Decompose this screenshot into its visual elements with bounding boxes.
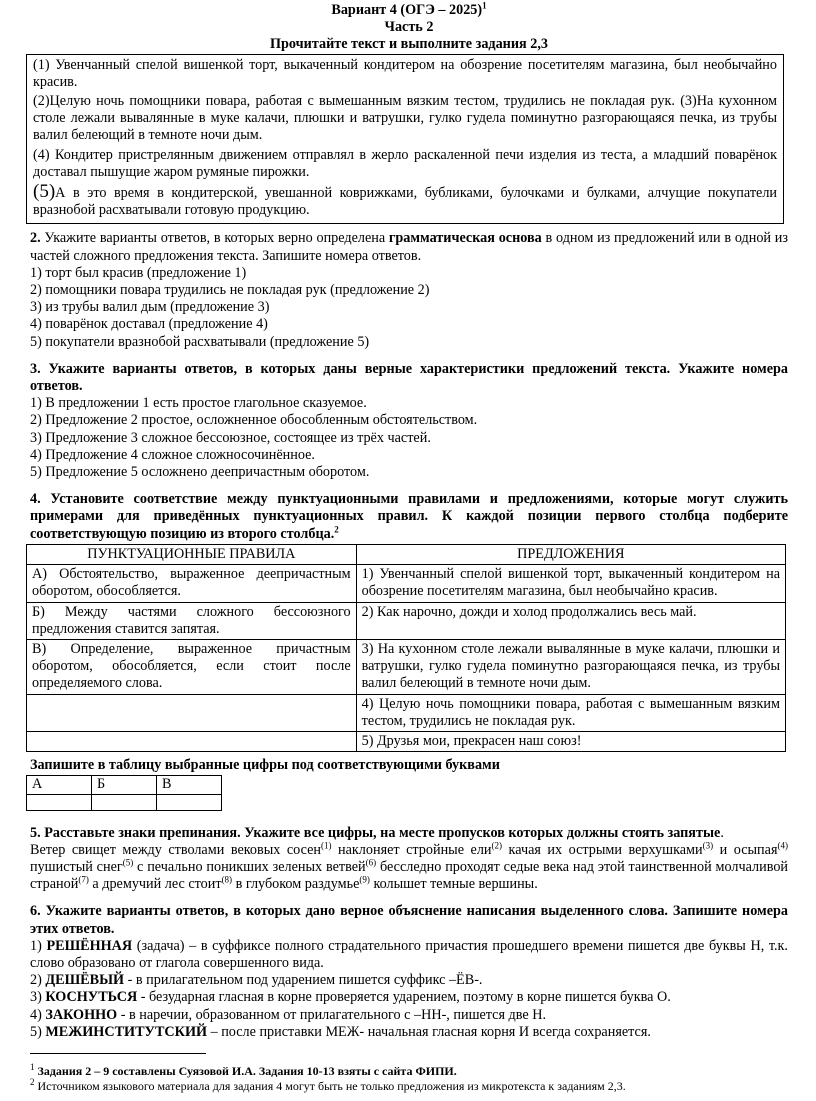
answer-header-row bbox=[27, 776, 222, 794]
reading-instruction: Прочитайте текст и выполните задания 2,3 bbox=[270, 36, 548, 53]
task-4-heading: 4. Установите соответствие между пунктуационными правилами и предложениями, которые могут служить примерами для приведённых пунктуационных правил. К каждой позиции первого столбца подберите соответствующую позицию из второго столбца.$^2$ bbox=[30, 491, 788, 542]
task-3-option: 2) Предложение 2 простое, осложненное обособленным обстоятельством. bbox=[30, 412, 478, 429]
answer-col-b: Б bbox=[92, 776, 157, 794]
footnote-ref-1: 1 bbox=[482, 0, 487, 11]
task-2-option: 4) поварёнок доставал (предложение 4) bbox=[30, 316, 268, 333]
text-paragraph-1: (1) Увенчанный спелой вишенкой торт, выкаченный кондитером на обозрение посетителям магазина, был необычайно красив. bbox=[33, 56, 777, 90]
rule-cell: В) Определение, выраженное причастным оборотом, обособляется, если стоит после определяемого слова. bbox=[27, 639, 357, 694]
variant-title: Вариант 4 (ОГЭ – 2025)$^1$ bbox=[331, 0, 487, 18]
task-2-option: 2) помощники повара трудились не покладая рук (предложение 2) bbox=[30, 282, 430, 299]
text-paragraph-3: (4) Кондитер пристрелянным движением отправлял в жерло раскаленной печи изделия из теста, а младший поварёнок доставал пышущие жаром румяные пирожки. bbox=[33, 146, 777, 180]
footnote-ref-2: 2 bbox=[334, 523, 339, 534]
task-6-heading: 6. Укажите варианты ответов, в которых дано верное объяснение написания выделенного слова. Запишите номера этих ответов. bbox=[30, 903, 788, 937]
reading-text-box bbox=[26, 54, 784, 225]
task-6-option: 5) МЕЖИНСТИТУТСКИЙ – после приставки МЕЖ- начальная гласная корня И всегда сохраняется. bbox=[30, 1023, 651, 1040]
sentence-cell: 4) Целую ночь помощники повара, работая с вымешанным вязким тестом, трудились не покладая рук. bbox=[356, 694, 785, 731]
task-3-option: 5) Предложение 5 осложнено деепричастным оборотом. bbox=[30, 464, 370, 481]
task-5-text: Ветер свищет между стволами вековых сосен$^{(1)}$ наклоняет стройные ели$^{(2)}$ качая их острыми верхушками$^{(3)}$ и осыпая$^{(4)}$ пушистый снег$^{(5)}$ с печально поникших зеленых ветвей$^{(6)}$ бесследно проходят седые века над этой таинственной молчаливой страной$^{(7)}$ а дремучий лес стоит$^{(8)}$ в глубоком раздумье$^{(9)}$ колышет темные вершины. bbox=[30, 840, 789, 893]
task-5 bbox=[30, 825, 788, 894]
task-3 bbox=[30, 361, 788, 481]
answer-col-a: А bbox=[27, 776, 92, 794]
sentence-cell: 1) Увенчанный спелой вишенкой торт, выкаченный кондитером на обозрение посетителям магазина, был необычайно красив. bbox=[356, 565, 785, 602]
sentence-5-number: (5) bbox=[33, 181, 56, 203]
footnote-1: $^1$ Задания 2 – 9 составлены Суязовой И.А. Задания 10-13 взяты с сайта ФИПИ. bbox=[30, 1062, 457, 1078]
task-6-option: 3) КОСНУТЬСЯ - безударная гласная в корне проверяется ударением, поэтому в корне пишется буква О. bbox=[30, 989, 671, 1006]
table-row bbox=[27, 639, 786, 694]
rule-cell: А) Обстоятельство, выраженное деепричастным оборотом, обособляется. bbox=[27, 565, 357, 602]
text-paragraph-4: (5)А в это время в кондитерской, увешанной коврижками, бубликами, булочками и булками, алчущие покупатели вразнобой расхватывали готовую продукцию. bbox=[33, 181, 777, 219]
footnote-separator bbox=[30, 1053, 206, 1054]
task-6-option: 4) ЗАКОННО - в наречии, образованном от прилагательного с –НН-, пишется две Н. bbox=[30, 1006, 547, 1023]
task-2 bbox=[30, 230, 788, 350]
answer-input-row bbox=[27, 794, 222, 810]
answer-cell-b[interactable] bbox=[92, 794, 157, 810]
footnotes bbox=[30, 1064, 790, 1094]
task-6-option: 2) ДЕШЁВЫЙ - в прилагательном под ударением пишется суффикс –ЁВ-. bbox=[30, 972, 483, 989]
task-2-heading: 2. Укажите варианты ответов, в которых верно определена грамматическая основа в одном из предложений или в одной из частей сложного предложения текста. Запишите номера ответов. bbox=[30, 230, 788, 264]
task-6 bbox=[30, 903, 788, 1041]
task-2-option: 5) покупатели вразнобой расхватывали (предложение 5) bbox=[30, 333, 370, 350]
task-3-heading: 3. Укажите варианты ответов, в которых даны верные характеристики предложений текста. Укажите номера ответов. bbox=[30, 360, 788, 395]
table-row bbox=[27, 694, 786, 731]
task-4 bbox=[30, 491, 788, 810]
answer-cell-a[interactable] bbox=[27, 794, 92, 810]
answer-table-label: Запишите в таблицу выбранные цифры под соответствующими буквами bbox=[30, 757, 500, 774]
footnote-2: $^2$ Источником языкового материала для задания 4 могут быть не только предложения из микротекста к заданиям 2,3. bbox=[30, 1077, 626, 1093]
table-header-row bbox=[27, 544, 786, 564]
table-row bbox=[27, 565, 786, 602]
task-3-option: 3) Предложение 3 сложное бессоюзное, состоящее из трёх частей. bbox=[30, 429, 431, 446]
document-page bbox=[30, 0, 788, 1041]
part-title: Часть 2 bbox=[384, 19, 434, 36]
sentence-cell: 3) На кухонном столе лежали вывалянные в муке калачи, плюшки и ватрушки, гулко гудела поминутно разгорающаяся печка, из трубы валил белеющий в темноте ночи дым. bbox=[356, 639, 785, 694]
rule-cell: Б) Между частями сложного бессоюзного предложения ставится запятая. bbox=[27, 602, 357, 639]
matching-table bbox=[26, 544, 786, 752]
text-paragraph-2: (2)Целую ночь помощники повара, работая с вымешанным вязким тестом, трудились не покладая рук. (3)На кухонном столе лежали вывалянные в муке калачи, плюшки и ватрушки, гулко гудела поминутно разгорающаяся печка, из трубы валил белеющий в темноте ночи дым. bbox=[33, 93, 777, 144]
task-6-option: 1) РЕШЁННАЯ (задача) – в суффиксе полного страдательного причастия прошедшего времени пишется две буквы Н, т.к. слово образовано от глагола совершенного вида. bbox=[30, 937, 788, 971]
answer-col-v: В bbox=[157, 776, 222, 794]
table-row bbox=[27, 731, 786, 751]
answer-table bbox=[26, 775, 222, 810]
sentence-cell: 2) Как нарочно, дожди и холод продолжались весь май. bbox=[356, 602, 785, 639]
task-2-option: 1) торт был красив (предложение 1) bbox=[30, 264, 247, 281]
answer-cell-v[interactable] bbox=[157, 794, 222, 810]
empty-rule-cell bbox=[27, 694, 357, 731]
sentence-cell: 5) Друзья мои, прекрасен наш союз! bbox=[356, 731, 785, 751]
task-5-heading: 5. Расставьте знаки препинания. Укажите все цифры, на месте пропусков которых должны стоять запятые. bbox=[30, 824, 724, 841]
task-2-option: 3) из трубы валил дым (предложение 3) bbox=[30, 299, 270, 316]
task-3-option: 4) Предложение 4 сложное сложносочинённое. bbox=[30, 446, 315, 463]
rules-column-header: ПУНКТУАЦИОННЫЕ ПРАВИЛА bbox=[27, 544, 357, 564]
sentences-column-header: ПРЕДЛОЖЕНИЯ bbox=[356, 544, 785, 564]
task-3-option: 1) В предложении 1 есть простое глагольное сказуемое. bbox=[30, 395, 367, 412]
table-row bbox=[27, 602, 786, 639]
empty-rule-cell bbox=[27, 731, 357, 751]
